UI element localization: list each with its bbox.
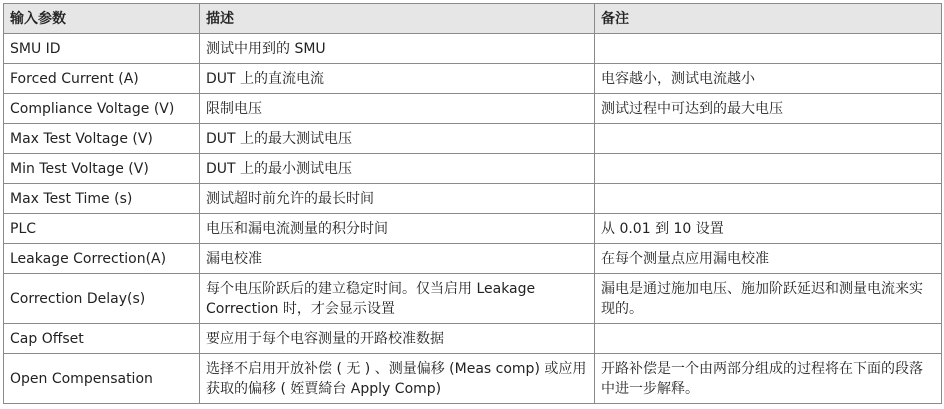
desc-cell: 测试超时前允许的最长时间	[200, 184, 595, 214]
note-cell: 测试过程中可达到的最大电压	[595, 94, 942, 124]
param-cell: Max Test Voltage (V)	[4, 124, 200, 154]
desc-cell: 限制电压	[200, 94, 595, 124]
table-row	[4, 34, 942, 64]
table-row	[4, 354, 942, 404]
desc-cell: DUT 上的最小测试电压	[200, 154, 595, 184]
note-cell	[595, 124, 942, 154]
note-cell	[595, 154, 942, 184]
param-cell: SMU ID	[4, 34, 200, 64]
param-cell: Open Compensation	[4, 354, 200, 404]
param-cell: Max Test Time (s)	[4, 184, 200, 214]
param-cell: PLC	[4, 214, 200, 244]
note-cell: 在每个测量点应用漏电校准	[595, 244, 942, 274]
table-row	[4, 94, 942, 124]
header-input-parameter: 输入参数	[4, 4, 200, 34]
note-cell	[595, 324, 942, 354]
table-row	[4, 214, 942, 244]
table-row	[4, 324, 942, 354]
note-cell: 开路补偿是一个由两部分组成的过程将在下面的段落中进一步解释。	[595, 354, 942, 404]
table-row	[4, 64, 942, 94]
desc-cell: DUT 上的最大测试电压	[200, 124, 595, 154]
param-cell: Cap Offset	[4, 324, 200, 354]
desc-cell: 要应用于每个电容测量的开路校准数据	[200, 324, 595, 354]
desc-cell: 电压和漏电流测量的积分时间	[200, 214, 595, 244]
table-row	[4, 124, 942, 154]
table-header-row	[4, 4, 942, 34]
table-row	[4, 244, 942, 274]
desc-cell: 选择不启用开放补偿 ( 无 ) 、测量偏移 (Meas comp) 或应用获取的偏移 ( 姪賈綺台 Apply Comp)	[200, 354, 595, 404]
note-cell: 电容越小，测试电流越小	[595, 64, 942, 94]
desc-cell: 每个电压阶跃后的建立稳定时间。仅当启用 Leakage Correction 时，才会显示设置	[200, 274, 595, 324]
note-cell	[595, 34, 942, 64]
note-cell: 漏电是通过施加电压、施加阶跃延迟和测量电流来实现的。	[595, 274, 942, 324]
desc-cell: DUT 上的直流电流	[200, 64, 595, 94]
desc-cell: 漏电校准	[200, 244, 595, 274]
header-remarks: 备注	[595, 4, 942, 34]
desc-cell: 测试中用到的 SMU	[200, 34, 595, 64]
param-cell: Forced Current (A)	[4, 64, 200, 94]
note-cell: 从 0.01 到 10 设置	[595, 214, 942, 244]
param-cell: Leakage Correction(A)	[4, 244, 200, 274]
param-cell: Compliance Voltage (V)	[4, 94, 200, 124]
table-row	[4, 184, 942, 214]
header-description: 描述	[200, 4, 595, 34]
param-cell: Min Test Voltage (V)	[4, 154, 200, 184]
note-cell	[595, 184, 942, 214]
table-row	[4, 154, 942, 184]
parameter-table	[3, 3, 942, 404]
table-row	[4, 274, 942, 324]
param-cell: Correction Delay(s)	[4, 274, 200, 324]
